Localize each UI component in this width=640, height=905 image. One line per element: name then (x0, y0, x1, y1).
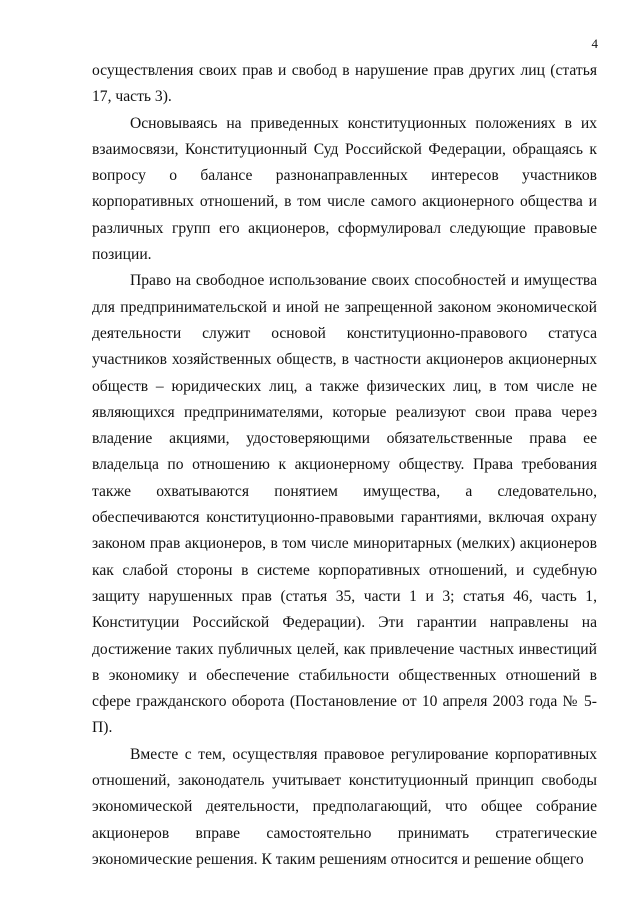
page-number: 4 (591, 36, 598, 51)
document-body (92, 58, 597, 873)
paragraph-property-rights: Право на свободное использование своих способностей и имущества для предпринимательской и иной не запрещенной законом экономической деятельности служит основой конституционно-правового статуса участников хозяйственных обществ, в частности акционеров акционерных обществ – юридических лиц, а также физических лиц, в том числе не являющихся предпринимателями, которые реализуют свои права через владение акциями, удостоверяющими обязательственные права ее владельца по отношению к акционерному обществу. Права требования также охватываются понятием имущества, а следовательно, обеспечиваются конституционно-правовыми гарантиями, включая охрану законом прав акционеров, в том числе миноритарных (мелких) акционеров как слабой стороны в системе корпоративных отношений, и судебную защиту нарушенных прав (статья 35, части 1 и 3; статья 46, часть 1, Конституции Российской Федерации). Эти гарантии направлены на достижение таких публичных целей, как привлечение частных инвестиций в экономику и обеспечение стабильности общественных отношений в сфере гражданского оборота (Постановление от 10 апреля 2003 года № 5-П). (92, 272, 597, 737)
paragraph-legislator-regulation: Вместе с тем, осуществляя правовое регулирование корпоративных отношений, законодатель учитывает конституционный принцип свободы экономической деятельности, предполагающий, что общее собрание акционеров вправе самостоятельно принимать стратегические экономические решения. К таким решениям относится и решение общего (92, 745, 597, 868)
paragraph-constitutional-court-positions: Основываясь на приведенных конституционных положениях в их взаимосвязи, Конституционный Суд Российской Федерации, обращаясь к вопросу о балансе разнонаправленных интересов участников корпоративных отношений, в том числе самого акционерного общества и различных групп его акционеров, сформулировал следующие правовые позиции. (92, 114, 597, 264)
paragraph-continuation: осуществления своих прав и свобод в нарушение прав других лиц (статья 17, часть 3). (92, 62, 597, 106)
